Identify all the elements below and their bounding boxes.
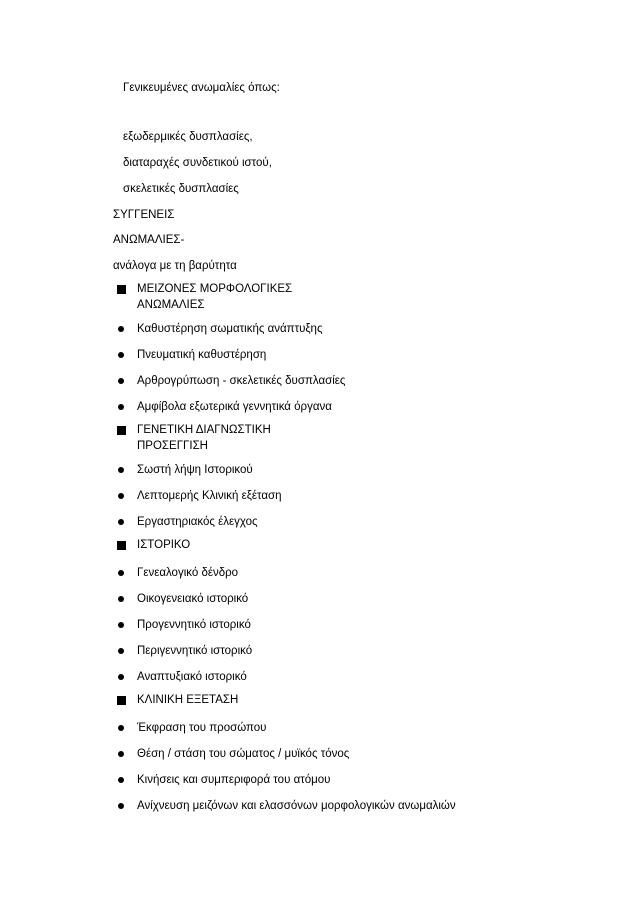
section-title: ΙΣΤΟΡΙΚΟ — [137, 539, 191, 551]
list-item: Οικογενειακό ιστορικό — [137, 593, 249, 605]
section-title-continued: ΠΡΟΣΕΓΓΙΣΗ — [137, 440, 208, 452]
list-item: Καθυστέρηση σωματικής ανάπτυξης — [137, 323, 323, 335]
bullet-icon — [118, 725, 124, 731]
bullet-icon — [118, 777, 124, 783]
list-item: Εργαστηριακός έλεγχος — [137, 516, 258, 528]
bullet-icon — [118, 751, 124, 757]
heading-congenital: ΣΥΓΓΕΝΕΙΣ — [113, 209, 175, 221]
bullet-icon — [118, 493, 124, 499]
bullet-icon — [118, 326, 124, 332]
list-item: Πνευματική καθυστέρηση — [137, 349, 267, 361]
intro-item: σκελετικές δυσπλασίες — [123, 183, 239, 195]
bullet-icon — [118, 404, 124, 410]
intro-general-text: Γενικευμένες ανωμαλίες όπως: — [123, 82, 280, 94]
bullet-icon — [118, 622, 124, 628]
list-item: Περιγεννητικό ιστορικό — [137, 645, 253, 657]
list-item: Ανίχνευση μειζόνων και ελασσόνων μορφολογικών ανωμαλιών — [137, 800, 456, 812]
list-item: Αρθρογρύπωση - σκελετικές δυσπλασίες — [137, 375, 346, 387]
list-item: Λεπτομερής Κλινική εξέταση — [137, 490, 282, 502]
list-item: Θέση / στάση του σώματος / μυϊκός τόνος — [137, 748, 350, 760]
bullet-icon — [118, 596, 124, 602]
heading-anomalies: ΑΝΩΜΑΛΙΕΣ- — [113, 234, 185, 246]
heading-severity: ανάλογα με τη βαρύτητα — [113, 260, 237, 272]
intro-item: εξωδερμικές δυσπλασίες, — [123, 131, 253, 143]
bullet-icon — [118, 519, 124, 525]
list-item: Έκφραση του προσώπου — [137, 722, 267, 734]
bullet-icon — [118, 378, 124, 384]
square-bullet-icon — [117, 541, 126, 550]
list-item: Αναπτυξιακό ιστορικό — [137, 671, 247, 683]
bullet-icon — [118, 570, 124, 576]
section-title-continued: ΑΝΩΜΑΛΙΕΣ — [137, 299, 205, 311]
bullet-icon — [118, 648, 124, 654]
square-bullet-icon — [117, 696, 126, 705]
intro-item: διαταραχές συνδετικού ιστού, — [123, 157, 272, 169]
bullet-icon — [118, 674, 124, 680]
square-bullet-icon — [117, 426, 126, 435]
list-item: Προγεννητικό ιστορικό — [137, 619, 251, 631]
section-title: ΓΕΝΕΤΙΚΗ ΔΙΑΓΝΩΣΤΙΚΗ — [137, 424, 271, 436]
list-item: Κινήσεις και συμπεριφορά του ατόμου — [137, 774, 331, 786]
list-item: Αμφίβολα εξωτερικά γεννητικά όργανα — [137, 401, 332, 413]
list-item: Γενεαλογικό δένδρο — [137, 567, 239, 579]
section-title: ΚΛΙΝΙΚΗ ΕΞΕΤΑΣΗ — [137, 694, 239, 706]
square-bullet-icon — [117, 285, 126, 294]
section-title: ΜΕΙΖΟΝΕΣ ΜΟΡΦΟΛΟΓΙΚΕΣ — [137, 283, 293, 295]
list-item: Σωστή λήψη Ιστορικού — [137, 464, 253, 476]
bullet-icon — [118, 803, 124, 809]
bullet-icon — [118, 467, 124, 473]
bullet-icon — [118, 352, 124, 358]
